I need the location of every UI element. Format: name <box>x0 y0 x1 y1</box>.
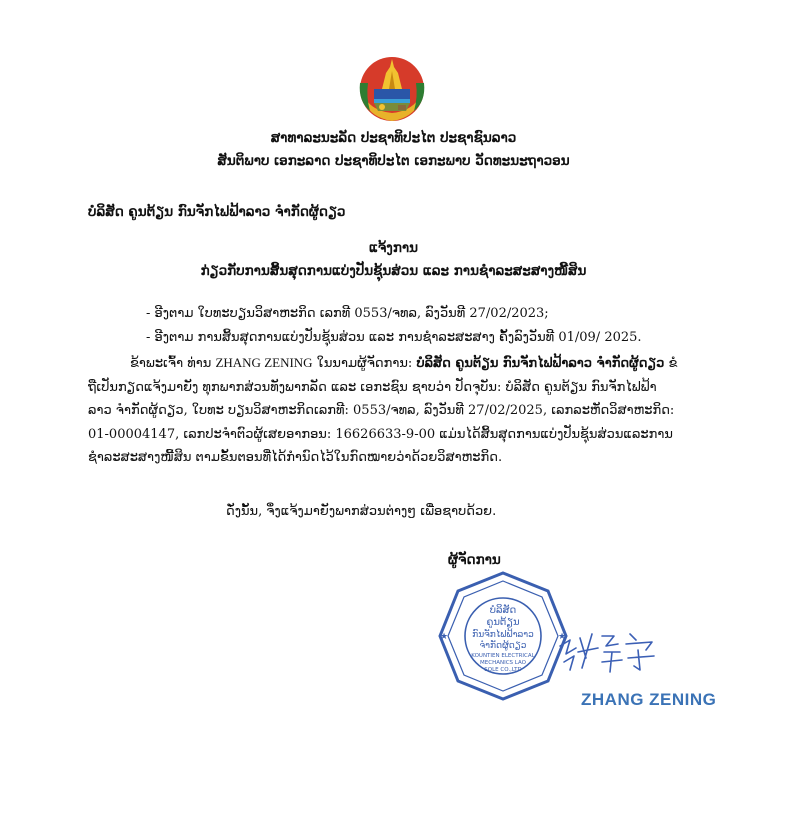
reference-line: - ອີງຕາມ ໃບທະບຽນວິສາຫະກິດ ເລກທີ 0553/ຈທລ, ລົງວັນທີ 27/02/2023; <box>146 306 549 321</box>
svg-text:★: ★ <box>558 632 567 642</box>
body-name: ZHANG ZENING <box>215 355 313 370</box>
stamp-text-lao: ຄູນຕ້ຽນ <box>486 617 520 628</box>
stamp-text-lao: ຈໍາກັດຜູ້ດຽວ <box>479 641 527 651</box>
stamp-text-lao: ບໍລິສັດ <box>489 605 517 616</box>
notice-subtitle: ກ່ຽວກັບການສິ້ນສຸດການແບ່ງປັນຊຸ້ນສ່ວນ ແລະ ການຊໍາລະສະສາງໜີ້ສິນ <box>200 263 587 279</box>
handwritten-signature <box>556 628 662 676</box>
body-paragraph <box>88 351 678 470</box>
national-emblem-icon <box>356 53 428 123</box>
stamp-text-en: MECHANICS LAO <box>480 660 526 666</box>
svg-text:★: ★ <box>440 632 449 642</box>
stamp-text-lao: ກົນຈັກໄຟຟ້າລາວ <box>472 630 534 640</box>
company-stamp <box>436 569 570 703</box>
reference-line: - ອີງຕາມ ການສິ້ນສຸດການແບ່ງປັນຊຸ້ນສ່ວນ ແລະ ການຊໍາລະສະສາງ ຄັ້ງລົງວັນທີ 01/09/ 2025. <box>146 330 642 345</box>
body-rest: ຂໍຖືເປັນກຽດແຈ້ງມາຍັງ ທຸກພາກສ່ວນທັງພາກລັດ ແລະ ເອກະຊົນ ຊາບວ່າ ປັດຈຸບັນ: ບໍລິສັດ ຄູນຕ້ຽນ ກົນຈັກໄຟຟ້າລາວ ຈໍາກັດຜູ້ດຽວ, ໃບທະ ບຽນວິສາຫະກິດເລກທີ: 0553/ຈທລ, ລົງວັນທີ 27/02/2025, ເລກລະຫັດວິສາຫະກິດ: 01-00004147, ເລກປະຈໍາຕົວຜູ້ເສຍອາກອນ: 16626633-9-00 ແມ່ນໄດ້ສິ້ນສຸດການແບ່ງປັນຊຸ້ນສ່ວນແລະການຊໍາລະສະສາງໜີ້ສິນ ຕາມຂັ້ນຕອນທີ່ໄດ້ກໍານົດໄວ້ໃນກົດໝາຍວ່າດ້ວຍວິສາຫະກິດ. <box>88 356 678 465</box>
company-line: ບໍລິສັດ ຄູນຕ້ຽນ ກົນຈັກໄຟຟ້າລາວ ຈໍາກັດຜູ້ດຽວ <box>88 204 346 220</box>
body-prefix: ຂ້າພະເຈົ້າ ທ່ານ <box>130 356 216 371</box>
stamp-text-en: KOUNTIEN ELECTRICAL <box>471 653 535 659</box>
signer-name: ZHANG ZENING <box>581 690 717 709</box>
manager-title: ຜູ້ຈັດການ <box>448 552 501 568</box>
notice-title: ແຈ້ງການ <box>368 240 419 256</box>
body-middle: ໃນນາມຜູ້ຈັດການ: <box>312 356 417 371</box>
body-company: ບໍລິສັດ ຄູນຕ້ຽນ ກົນຈັກໄຟຟ້າລາວ ຈໍາກັດຜູ້ດຽວ <box>416 356 665 371</box>
closing-line: ດັ່ງນັ້ນ, ຈຶ່ງແຈ້ງມາຍັງພາກສ່ວນຕ່າງໆ ເພື່ອຊາບດ້ວຍ. <box>226 504 497 519</box>
stamp-text-en: SOLE CO.,LTD <box>484 667 522 673</box>
motto-line: ສັນຕິພາບ ເອກະລາດ ປະຊາທິປະໄຕ ເອກະພາບ ວັດທະນະຖາວອນ <box>217 153 570 169</box>
country-line: ສາທາລະນະລັດ ປະຊາທິປະໄຕ ປະຊາຊົນລາວ <box>270 130 517 146</box>
